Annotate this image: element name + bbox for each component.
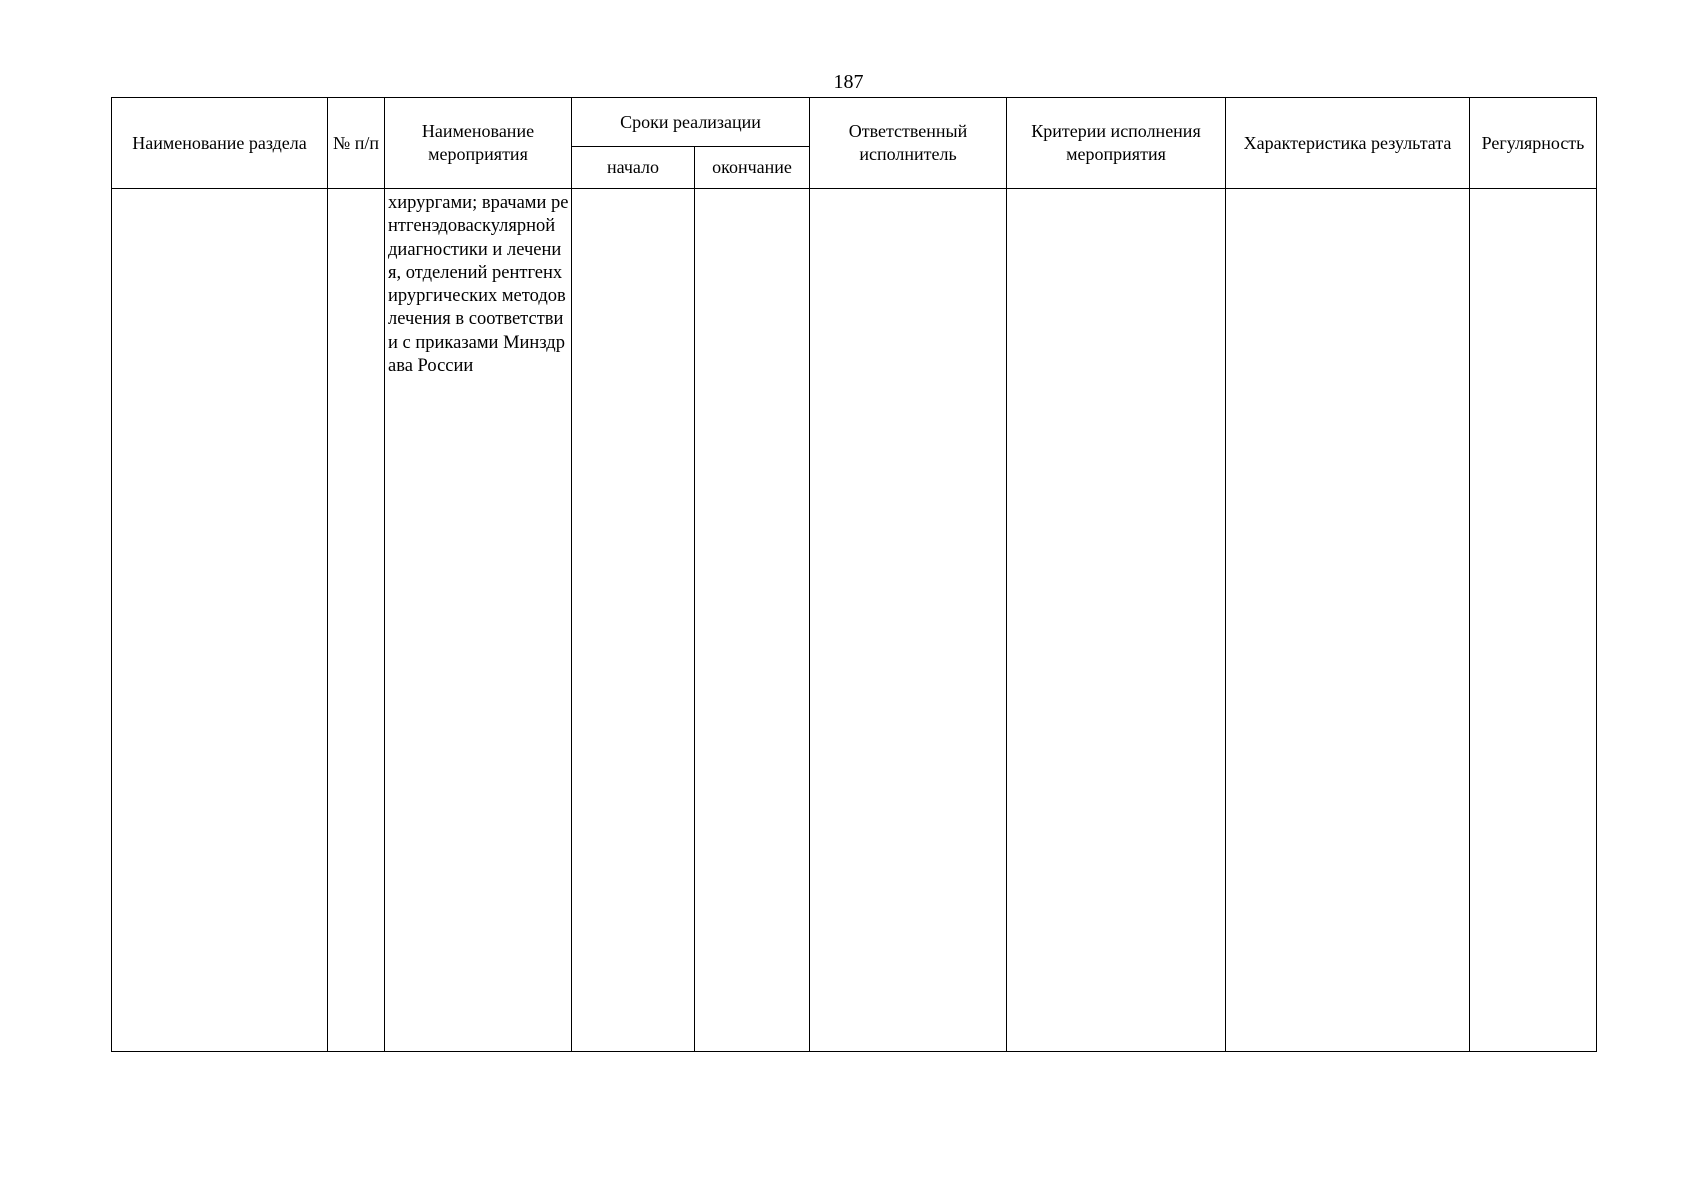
cell-activity-name	[385, 189, 572, 1052]
header-start: начало	[572, 147, 695, 189]
header-number: № п/п	[328, 98, 385, 189]
cell-number	[328, 189, 385, 1052]
table-row	[112, 189, 1597, 1052]
header-result: Характеристика результата	[1226, 98, 1470, 189]
plan-table	[111, 97, 1597, 1052]
cell-end	[695, 189, 810, 1052]
cell-start	[572, 189, 695, 1052]
cell-result	[1226, 189, 1470, 1052]
cell-responsible	[810, 189, 1007, 1052]
page-number: 187	[833, 71, 864, 93]
header-end: окончание	[695, 147, 810, 189]
activity-text: хирургами; врачами рентгенэдоваскулярной диагностики и лечения, отделений рентгенхирургических методов лечения в соответствии с приказами Минздрава России	[388, 193, 569, 377]
header-criteria: Критерии исполнения мероприятия	[1007, 98, 1226, 189]
header-responsible: Ответственный исполнитель	[810, 98, 1007, 189]
header-activity-name: Наименование мероприятия	[385, 98, 572, 189]
header-regularity: Регулярность	[1470, 98, 1597, 189]
cell-section-name	[112, 189, 328, 1052]
header-section-name: Наименование раздела	[112, 98, 328, 189]
header-deadlines: Сроки реализации	[572, 98, 810, 147]
cell-criteria	[1007, 189, 1226, 1052]
cell-regularity	[1470, 189, 1597, 1052]
table-header	[112, 98, 1597, 189]
